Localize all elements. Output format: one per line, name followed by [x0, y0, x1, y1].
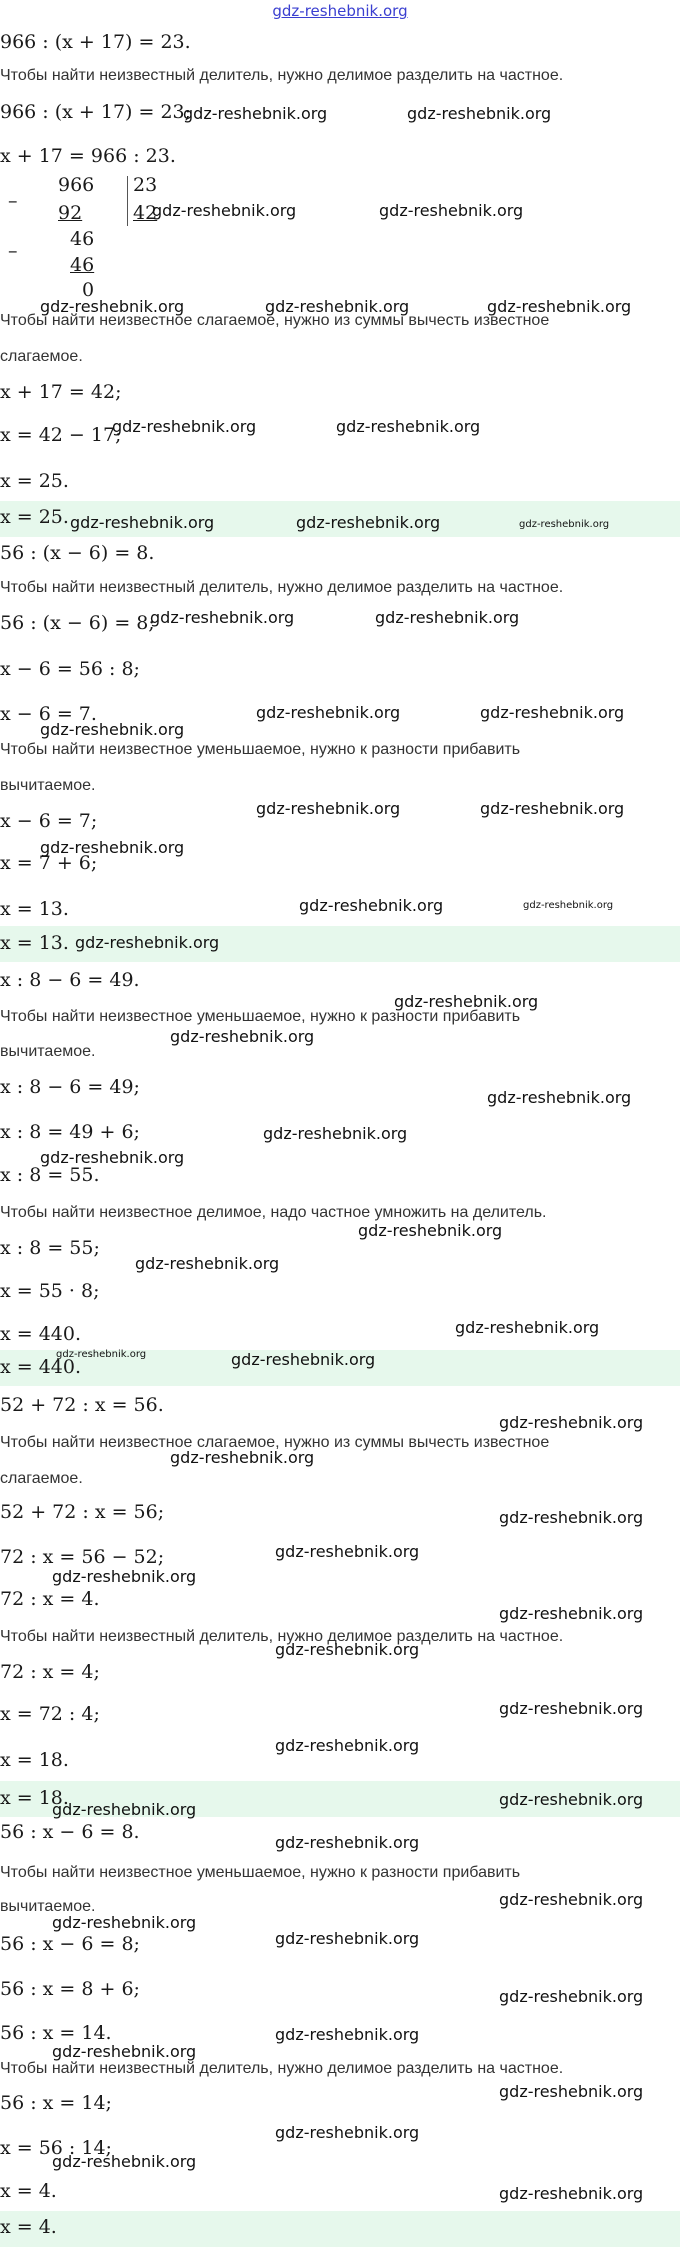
equation: x : 8 = 55; — [0, 1237, 100, 1259]
rule-text: Чтобы найти неизвестное уменьшаемое, нужно к разности прибавить — [0, 741, 521, 758]
equation: 56 : x − 6 = 8; — [0, 1933, 140, 1955]
watermark-text: gdz-reshebnik.org — [150, 608, 295, 627]
watermark-text: gdz-reshebnik.org — [256, 799, 401, 818]
equation: x − 6 = 56 : 8; — [0, 658, 140, 680]
long-division-minus: – — [8, 190, 18, 212]
watermark-text: gdz-reshebnik.org — [275, 1736, 420, 1755]
watermark-text: gdz-reshebnik.org — [455, 1318, 600, 1337]
equation: 56 : x = 14. — [0, 2022, 112, 2044]
equation: 52 + 72 : x = 56; — [0, 1501, 165, 1523]
watermark-text: gdz-reshebnik.org — [299, 896, 444, 915]
watermark-text: gdz-reshebnik.org — [231, 1350, 376, 1369]
rule-text: Чтобы найти неизвестное слагаемое, нужно из суммы вычесть известное — [0, 312, 550, 329]
watermark-text: gdz-reshebnik.org — [523, 900, 614, 911]
rule-text: вычитаемое. — [0, 777, 96, 794]
equation: 56 : x = 8 + 6; — [0, 1978, 140, 2000]
equation: x = 13. — [0, 898, 69, 920]
equation: x = 56 : 14; — [0, 2137, 112, 2159]
watermark-text: gdz-reshebnik.org — [40, 720, 185, 739]
equation: x : 8 − 6 = 49. — [0, 969, 140, 991]
watermark-text: gdz-reshebnik.org — [336, 417, 481, 436]
watermark-text: gdz-reshebnik.org — [275, 1929, 420, 1948]
long-division-subtrahend: 92 — [58, 202, 83, 224]
long-division-remainder: 0 — [82, 279, 95, 301]
rule-text: Чтобы найти неизвестное слагаемое, нужно из суммы вычесть известное — [0, 1434, 550, 1451]
watermark-text: gdz-reshebnik.org — [40, 838, 185, 857]
rule-text: Чтобы найти неизвестный делитель, нужно делимое разделить на частное. — [0, 2060, 564, 2077]
equation: x = 440. — [0, 1323, 82, 1345]
watermark-text: gdz-reshebnik.org — [170, 1448, 315, 1467]
answer-line: x = 13. — [0, 932, 69, 954]
long-division-quotient: 42 — [133, 202, 158, 224]
equation: x : 8 = 49 + 6; — [0, 1121, 140, 1143]
equation: 966 : (x + 17) = 23; — [0, 101, 192, 123]
answer-line: x = 25. — [0, 506, 69, 528]
watermark-text: gdz-reshebnik.org — [52, 1567, 197, 1586]
watermark-text: gdz-reshebnik.org — [275, 1640, 420, 1659]
equation: x = 72 : 4; — [0, 1703, 100, 1725]
watermark-text: gdz-reshebnik.org — [256, 703, 401, 722]
rule-text: Чтобы найти неизвестный делитель, нужно делимое разделить на частное. — [0, 1628, 564, 1645]
rule-text: Чтобы найти неизвестное уменьшаемое, нужно к разности прибавить — [0, 1008, 521, 1025]
watermark-text: gdz-reshebnik.org — [394, 992, 539, 1011]
long-division-minus: – — [8, 240, 18, 262]
watermark-text: gdz-reshebnik.org — [379, 201, 524, 220]
equation: x = 42 − 17; — [0, 424, 122, 446]
equation: 56 : x = 14; — [0, 2092, 112, 2114]
watermark-text: gdz-reshebnik.org — [275, 2123, 420, 2142]
equation: x : 8 = 55. — [0, 1164, 100, 1186]
equation: x − 6 = 7. — [0, 703, 97, 725]
watermark-text: gdz-reshebnik.org — [487, 297, 632, 316]
long-division-bar — [127, 176, 128, 226]
watermark-text: gdz-reshebnik.org — [75, 933, 220, 952]
equation: x − 6 = 7; — [0, 810, 98, 832]
watermark-text: gdz-reshebnik.org — [170, 1027, 315, 1046]
equation: x = 18. — [0, 1749, 69, 1771]
watermark-text: gdz-reshebnik.org — [275, 1542, 420, 1561]
answer-band — [0, 2211, 680, 2247]
watermark-text: gdz-reshebnik.org — [480, 703, 625, 722]
watermark-text: gdz-reshebnik.org — [487, 1088, 632, 1107]
watermark-text: gdz-reshebnik.org — [499, 2082, 644, 2101]
long-division-remainder: 46 — [70, 228, 95, 250]
watermark-text: gdz-reshebnik.org — [358, 1221, 503, 1240]
answer-line: x = 18. — [0, 1787, 69, 1809]
equation: 72 : x = 56 − 52; — [0, 1546, 165, 1568]
watermark-text: gdz-reshebnik.org — [519, 519, 610, 530]
watermark-text: gdz-reshebnik.org — [407, 104, 552, 123]
rule-text: слагаемое. — [0, 348, 83, 365]
watermark-text: gdz-reshebnik.org — [135, 1254, 280, 1273]
equation: 56 : (x − 6) = 8. — [0, 542, 155, 564]
watermark-text: gdz-reshebnik.org — [52, 2152, 197, 2171]
equation: x = 7 + 6; — [0, 852, 98, 874]
rule-text: слагаемое. — [0, 1470, 83, 1487]
equation: 56 : (x − 6) = 8; — [0, 612, 155, 634]
site-header-link[interactable]: gdz-reshebnik.org — [272, 2, 408, 20]
equation: 56 : x − 6 = 8. — [0, 1821, 140, 1843]
equation: x + 17 = 42; — [0, 381, 122, 403]
watermark-text: gdz-reshebnik.org — [52, 2042, 197, 2061]
watermark-text: gdz-reshebnik.org — [56, 1349, 147, 1360]
watermark-text: gdz-reshebnik.org — [499, 2184, 644, 2203]
watermark-text: gdz-reshebnik.org — [112, 417, 257, 436]
rule-text: Чтобы найти неизвестный делитель, нужно делимое разделить на частное. — [0, 579, 564, 596]
rule-text: Чтобы найти неизвестное уменьшаемое, нужно к разности прибавить — [0, 1864, 521, 1881]
equation: 72 : x = 4; — [0, 1661, 100, 1683]
watermark-text: gdz-reshebnik.org — [265, 297, 410, 316]
watermark-text: gdz-reshebnik.org — [52, 1913, 197, 1932]
watermark-text: gdz-reshebnik.org — [499, 1699, 644, 1718]
watermark-text: gdz-reshebnik.org — [40, 297, 185, 316]
long-division-subtrahend: 46 — [70, 254, 95, 276]
rule-text: вычитаемое. — [0, 1043, 96, 1060]
watermark-text: gdz-reshebnik.org — [499, 1987, 644, 2006]
equation: x + 17 = 966 : 23. — [0, 145, 176, 167]
rule-text: Чтобы найти неизвестное делимое, надо частное умножить на делитель. — [0, 1204, 547, 1221]
answer-line: x = 440. — [0, 1356, 82, 1378]
watermark-text: gdz-reshebnik.org — [499, 1790, 644, 1809]
equation: 52 + 72 : x = 56. — [0, 1394, 164, 1416]
watermark-text: gdz-reshebnik.org — [499, 1508, 644, 1527]
watermark-text: gdz-reshebnik.org — [70, 513, 215, 532]
rule-text: Чтобы найти неизвестный делитель, нужно делимое разделить на частное. — [0, 67, 564, 84]
long-division-dividend: 966 — [58, 174, 95, 196]
equation: 72 : x = 4. — [0, 1588, 100, 1610]
watermark-text: gdz-reshebnik.org — [152, 201, 297, 220]
equation: 966 : (x + 17) = 23. — [0, 31, 191, 53]
rule-text: вычитаемое. — [0, 1898, 96, 1915]
equation: x : 8 − 6 = 49; — [0, 1076, 140, 1098]
equation: x = 25. — [0, 470, 69, 492]
watermark-text: gdz-reshebnik.org — [275, 1833, 420, 1852]
equation: x = 4. — [0, 2180, 57, 2202]
answer-line: x = 4. — [0, 2216, 57, 2238]
equation: x = 55 · 8; — [0, 1280, 100, 1302]
watermark-text: gdz-reshebnik.org — [52, 1800, 197, 1819]
watermark-text: gdz-reshebnik.org — [480, 799, 625, 818]
long-division-divisor: 23 — [133, 174, 158, 196]
watermark-text: gdz-reshebnik.org — [499, 1890, 644, 1909]
watermark-text: gdz-reshebnik.org — [499, 1413, 644, 1432]
watermark-text: gdz-reshebnik.org — [263, 1124, 408, 1143]
watermark-text: gdz-reshebnik.org — [183, 104, 328, 123]
watermark-text: gdz-reshebnik.org — [375, 608, 520, 627]
watermark-text: gdz-reshebnik.org — [499, 1604, 644, 1623]
watermark-text: gdz-reshebnik.org — [296, 513, 441, 532]
watermark-text: gdz-reshebnik.org — [40, 1148, 185, 1167]
watermark-text: gdz-reshebnik.org — [275, 2025, 420, 2044]
